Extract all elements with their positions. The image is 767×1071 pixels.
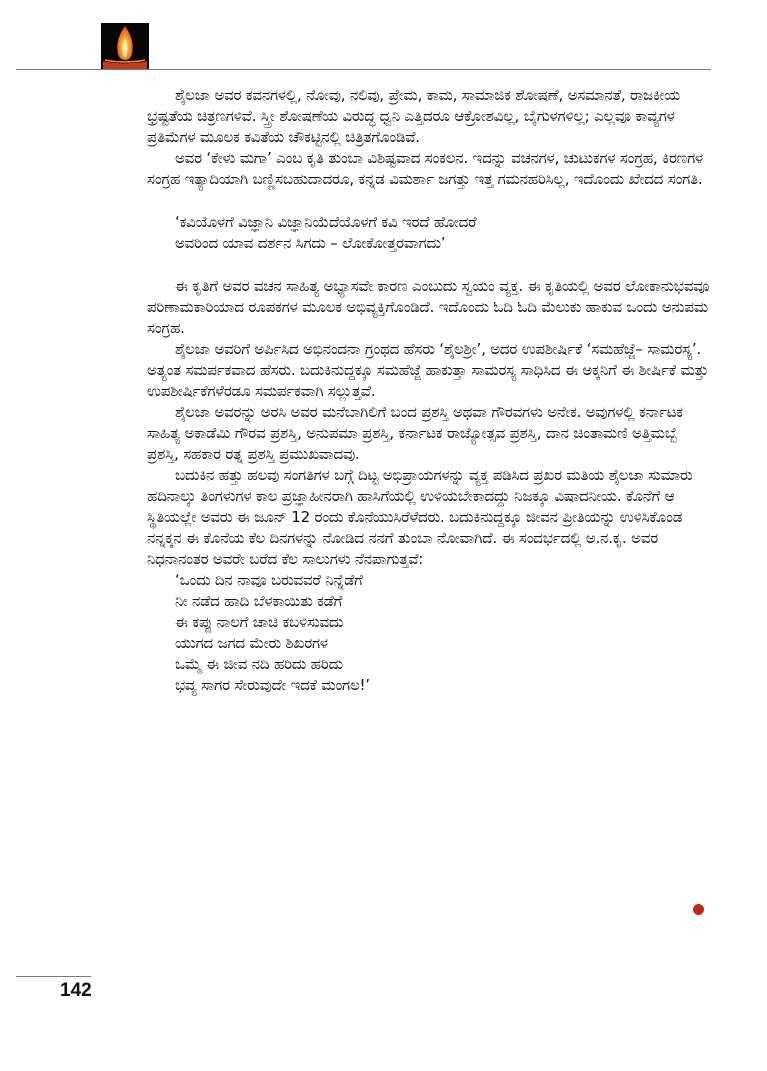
paragraph-final-days: ಬದುಕಿನ ಹತ್ತು ಹಲವು ಸಂಗತಿಗಳ ಬಗ್ಗೆ ದಿಟ್ಟ ಅಭಿಪ್ರಾಯಗಳನ್ನು ವ್ಯಕ್ತ ಪಡಿಸಿದ ಪ್ರಖರ ಮತಿಯ ಶೈಲಜಾ ಸುಮಾರು ಹದಿನಾಲ್ಕು ತಿಂಗಳುಗಳ ಕಾಲ ಪ್ರಜ್ಞಾಹೀನರಾಗಿ ಹಾಸಿಗೆಯಲ್ಲಿ ಉಳಿಯಬೇಕಾದದ್ದು ನಿಜಕ್ಕೂ ವಿಷಾದನೀಯ. ಕೊನೆಗೆ ಆ ಸ್ಥಿತಿಯಲ್ಲೇ ಅವರು ಈ ಜೂನ್ 12 ರಂದು ಕೊನೆಯುಸಿರೆಳೆದರು. ಬದುಕಿನುದ್ದಕ್ಕೂ ಜೀವನ ಪ್ರೀತಿಯನ್ನು ಉಳಿಸಿಕೊಂಡ ನನ್ನಕ್ಕನ ಈ ಕೊನೆಯ ಕೆಲ ದಿನಗಳನ್ನು ನೋಡಿದ ನನಗೆ ತುಂಬಾ ನೋವಾಗಿದೆ. ಈ ಸಂದರ್ಭದಲ್ಲಿ ಅ.ನ.ಕೃ. ಅವರ ನಿಧನಾನಂತರ ಅವರೇ ಬರೆದ ಕೆಲ ಸಾಲುಗಳು ನೆನಪಾಗುತ್ತವೆ:	[147, 466, 693, 568]
verse-quote-1	[147, 212, 712, 254]
verse-line: ನೀ ನಡೆದ ಹಾದಿ ಬೆಳಕಾಯಿತು ಕಡೆಗೆ	[175, 592, 343, 610]
verse-line: ಈ ಕಪ್ಪು ನಾಲಗೆ ಚಾಚಿ ಕಬಳಿಸುವದು	[175, 613, 344, 631]
end-of-article-dot-icon	[693, 904, 704, 915]
verse-line: ಅವರಿಂದ ಯಾವ ದರ್ಶನ ಸಿಗದು – ಲೋಕೋತ್ತರವಾಗದು’	[175, 234, 446, 252]
verse-line: ಯುಗದ ಜಗದ ಮೇರು ಶಿಖರಗಳ	[175, 634, 328, 652]
verse-quote-2	[147, 570, 712, 696]
verse-line: ಭವ್ಯ ಸಾಗರ ಸೇರುವುದೇ ಇದಕೆ ಮಂಗಲ!’	[175, 676, 370, 694]
footer-rule	[16, 976, 91, 977]
verse-line: ಒಮ್ಮೆ ಈ ಜೀವ ನದಿ ಹರಿದು ಹರಿದು	[175, 655, 343, 673]
paragraph-kelu-maga: ಅವರ ‘ಕೇಳು ಮಗಾ’ ಎಂಬ ಕೃತಿ ತುಂಬಾ ವಿಶಿಷ್ಟವಾದ ಸಂಕಲನ. ಇದನ್ನು ವಚನಗಳ, ಚುಟುಕಗಳ ಸಂಗ್ರಹ, ಕಿರಣಗಳ ಸಂಗ್ರಹ ಇತ್ಯಾದಿಯಾಗಿ ಬಣ್ಣಿಸಬಹುದಾದರೂ, ಕನ್ನಡ ವಿಮರ್ಶಾ ಜಗತ್ತು ಇತ್ತ ಗಮನಹರಿಸಿಲ್ಲ, ಇದೊಂದು ಖೇದದ ಸಂಗತಿ.	[147, 149, 703, 188]
verse-line: ‘ಒಂದು ದಿನ ನಾವೂ ಬರುವವರೆ ನಿನ್ನೆಡೆಗೆ	[175, 571, 363, 589]
flame-logo-icon	[101, 23, 149, 69]
paragraph-vachana: ಈ ಕೃತಿಗೆ ಅವರ ವಚನ ಸಾಹಿತ್ಯ ಅಭ್ಯಾಸವೇ ಕಾರಣ ಎಂಬುದು ಸ್ವಯಂ ವ್ಯಕ್ತ. ಈ ಕೃತಿಯಲ್ಲಿ ಅವರ ಲೋಕಾನುಭವವೂ ಪರಿಣಾಮಕಾರಿಯಾದ ರೂಪಕಗಳ ಮೂಲಕ ಅಭಿವ್ಯಕ್ತಿಗೊಂಡಿದೆ. ಇದೊಂದು ಓದಿ ಓದಿ ಮೆಲುಕು ಹಾಕುವ ಒಂದು ಅನುಪಮ ಸಂಗ್ರಹ.	[147, 277, 710, 337]
flame-icon	[101, 23, 149, 69]
paragraph-awards: ಶೈಲಜಾ ಅವರನ್ನು ಅರಸಿ ಅವರ ಮನೆಬಾಗಿಲಿಗೆ ಬಂದ ಪ್ರಶಸ್ತಿ ಅಥವಾ ಗೌರವಗಳು ಅನೇಕ. ಅವುಗಳಲ್ಲಿ ಕರ್ನಾಟಕ ಸಾಹಿತ್ಯ ಅಕಾಡೆಮಿ ಗೌರವ ಪ್ರಶಸ್ತಿ, ಅನುಪಮಾ ಪ್ರಶಸ್ತಿ, ಕರ್ನಾಟಕ ರಾಜ್ಯೋತ್ಸವ ಪ್ರಶಸ್ತಿ, ದಾನ ಚಿಂತಾಮಣಿ ಅತ್ತಿಮಬ್ಬೆ ಪ್ರಶಸ್ತಿ, ಸಹಕಾರ ರತ್ನ ಪ್ರಶಸ್ತಿ ಪ್ರಮುಖವಾದವು.	[147, 403, 683, 463]
page-number: 142	[60, 980, 92, 1001]
article-body	[147, 85, 712, 696]
header-rule	[16, 69, 711, 70]
verse-line: ‘ಕವಿಯೊಳಗೆ ವಿಜ್ಞಾನಿ ವಿಜ್ಞಾನಿಯೆದೆಯೊಳಗೆ ಕವಿ ಇರದೆ ಹೋದರೆ	[175, 213, 477, 231]
paragraph-poems: ಶೈಲಜಾ ಅವರ ಕವನಗಳಲ್ಲಿ, ನೋವು, ನಲಿವು, ಪ್ರೇಮ, ಕಾಮ, ಸಾಮಾಜಿಕ ಶೋಷಣೆ, ಅಸಮಾನತೆ, ರಾಜಕೀಯ ಭ್ರಷ್ಟತೆಯ ಚಿತ್ರಣಗಳಿವೆ. ಸ್ತ್ರೀ ಶೋಷಣೆಯ ವಿರುದ್ಧ ಧ್ವನಿ ಎತ್ತಿದರೂ ಆಕ್ರೋಶವಿಲ್ಲ, ಬೈಗುಳಗಳಿಲ್ಲ; ಎಲ್ಲವೂ ಕಾವ್ಯಗಳ ಪ್ರತಿಮೆಗಳ ಮೂಲಕ ಕವಿತೆಯ ಚೌಕಟ್ಟಿನಲ್ಲಿ ಚಿತ್ರಿತಗೊಂಡಿವೆ.	[147, 86, 680, 146]
paragraph-felicitation: ಶೈಲಜಾ ಅವರಿಗೆ ಅರ್ಪಿಸಿದ ಅಭಿನಂದನಾ ಗ್ರಂಥದ ಹೆಸರು ‘ಶೈಲಶ್ರೀ’, ಅದರ ಉಪಶೀರ್ಷಿಕೆ ‘ಸಮಹೆಜ್ಜೆ– ಸಾಮರಸ್ಯ’. ಅತ್ಯಂತ ಸಮರ್ಪಕವಾದ ಹೆಸರು. ಬದುಕಿನುದ್ದಕ್ಕೂ ಸಮಹೆಜ್ಜೆ ಹಾಕುತ್ತಾ ಸಾಮರಸ್ಯ ಸಾಧಿಸಿದ ಈ ಅಕ್ಕನಿಗೆ ಈ ಶೀರ್ಷಿಕೆ ಮತ್ತು ಉಪಶೀರ್ಷಿಕೆಗಳೆರಡೂ ಸಮರ್ಪಕವಾಗಿ ಸಲ್ಲುತ್ತವೆ.	[147, 340, 709, 400]
